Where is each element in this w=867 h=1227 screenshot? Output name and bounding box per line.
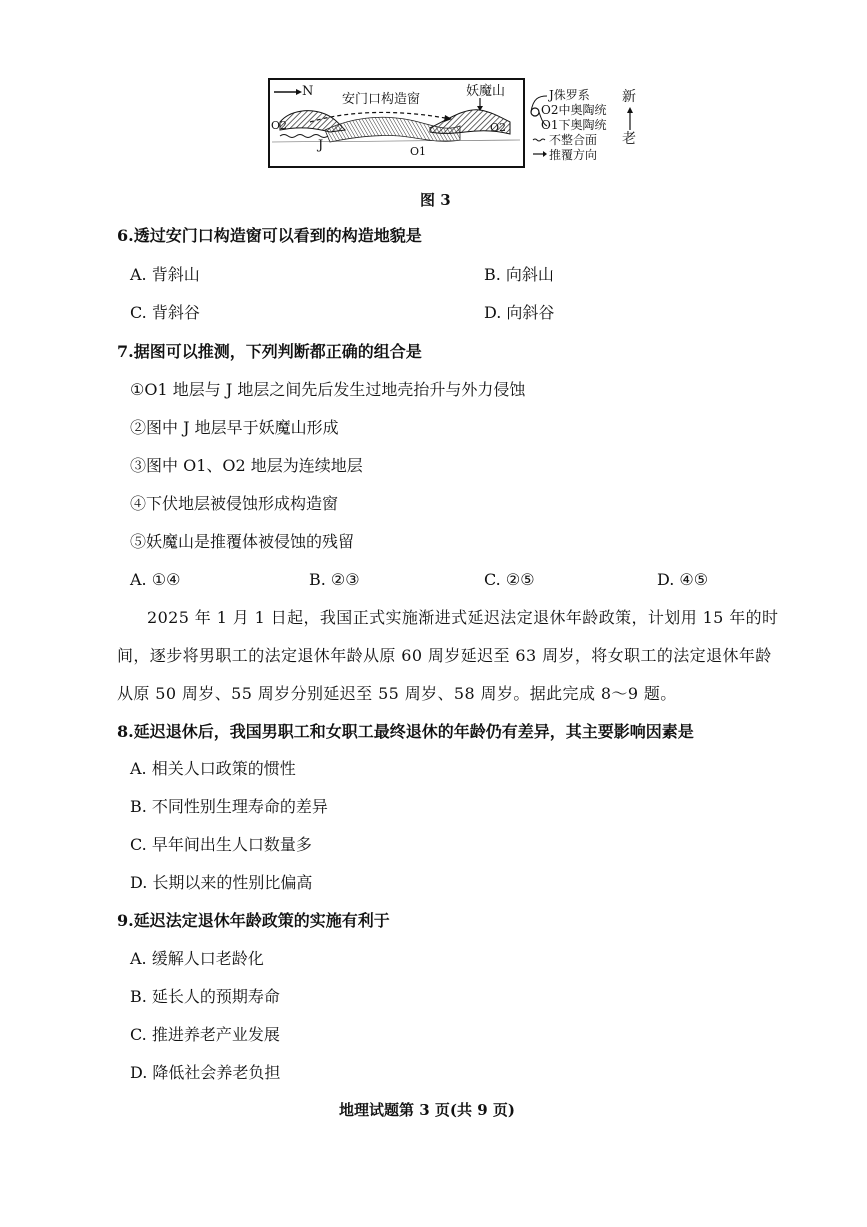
q9-option-a: A. 缓解人口老龄化 [130, 949, 264, 968]
q7-statement-3: ③图中 O1、O2 地层为连续地层 [130, 456, 363, 475]
q7-option-d: D. ④⑤ [657, 570, 709, 589]
legend-thrust: 推覆方向 [549, 148, 598, 162]
q7-statement-5: ⑤妖魔山是推覆体被侵蚀的残留 [130, 532, 355, 551]
q7-statement-1: ①O1 地层与 J 地层之间先后发生过地壳抬升与外力侵蚀 [130, 380, 526, 399]
q9-option-b: B. 延长人的预期寿命 [130, 987, 280, 1006]
geologic-cross-section [268, 78, 525, 168]
q6-option-d: D. 向斜谷 [484, 303, 555, 322]
q8-option-c: C. 早年间出生人口数量多 [130, 835, 312, 854]
page-footer: 地理试题第 3 页(共 9 页) [339, 1101, 515, 1119]
q6-option-c: C. 背斜谷 [130, 303, 200, 322]
q8-stem: 8.延迟退休后，我国男职工和女职工最终退休的年龄仍有差异，其主要影响因素是 [117, 722, 694, 741]
o2-left-label: O2 [271, 119, 288, 132]
legend-o1: O1下奥陶统 [541, 118, 607, 132]
q7-statement-2: ②图中 J 地层早于妖魔山形成 [130, 418, 339, 437]
q8-option-a: A. 相关人口政策的惯性 [130, 759, 296, 778]
legend-unconformity: 不整合面 [549, 133, 598, 147]
passage-line-2: 间，逐步将男职工的法定退休年龄从原 60 周岁延迟至 63 周岁，将女职工的法定退休年龄 [117, 646, 772, 665]
legend-j: J侏罗系 [549, 88, 590, 102]
q6-stem: 6.透过安门口构造窗可以看到的构造地貌是 [117, 226, 422, 245]
north-label: N [302, 84, 314, 99]
q7-option-a: A. ①④ [130, 570, 181, 589]
q7-stem: 7.据图可以推测，下列判断都正确的组合是 [117, 342, 422, 361]
q9-option-c: C. 推进养老产业发展 [130, 1025, 280, 1044]
o1-label: O1 [410, 145, 427, 158]
q9-option-d: D. 降低社会养老负担 [130, 1063, 281, 1082]
j-label: J [318, 138, 324, 153]
q7-option-c: C. ②⑤ [484, 570, 535, 589]
mountain-label: 妖魔山 [466, 84, 506, 99]
q8-option-b: B. 不同性别生理寿命的差异 [130, 797, 328, 816]
q6-option-b: B. 向斜山 [484, 265, 554, 284]
q7-statement-4: ④下伏地层被侵蚀形成构造窗 [130, 494, 339, 513]
q8-option-d: D. 长期以来的性别比偏高 [130, 873, 313, 892]
passage-line-1: 2025 年 1 月 1 日起，我国正式实施渐进式延迟法定退休年龄政策，计划用 15 年的时 [147, 608, 779, 627]
figure-caption: 图 3 [420, 191, 451, 209]
q6-option-a: A. 背斜山 [130, 265, 200, 284]
legend-new: 新 [622, 89, 636, 105]
legend-old: 老 [622, 131, 636, 147]
q7-option-b: B. ②③ [309, 570, 360, 589]
age-arrow-icon [625, 106, 635, 130]
q9-stem: 9.延迟法定退休年龄政策的实施有利于 [117, 911, 390, 930]
legend-o2: O2中奥陶统 [541, 103, 607, 117]
o2-right-label: O2 [490, 121, 507, 134]
passage-line-3: 从原 50 周岁、55 周岁分别延迟至 55 周岁、58 周岁。据此完成 8～9 题。 [117, 684, 677, 703]
window-label: 安门口构造窗 [342, 92, 421, 107]
